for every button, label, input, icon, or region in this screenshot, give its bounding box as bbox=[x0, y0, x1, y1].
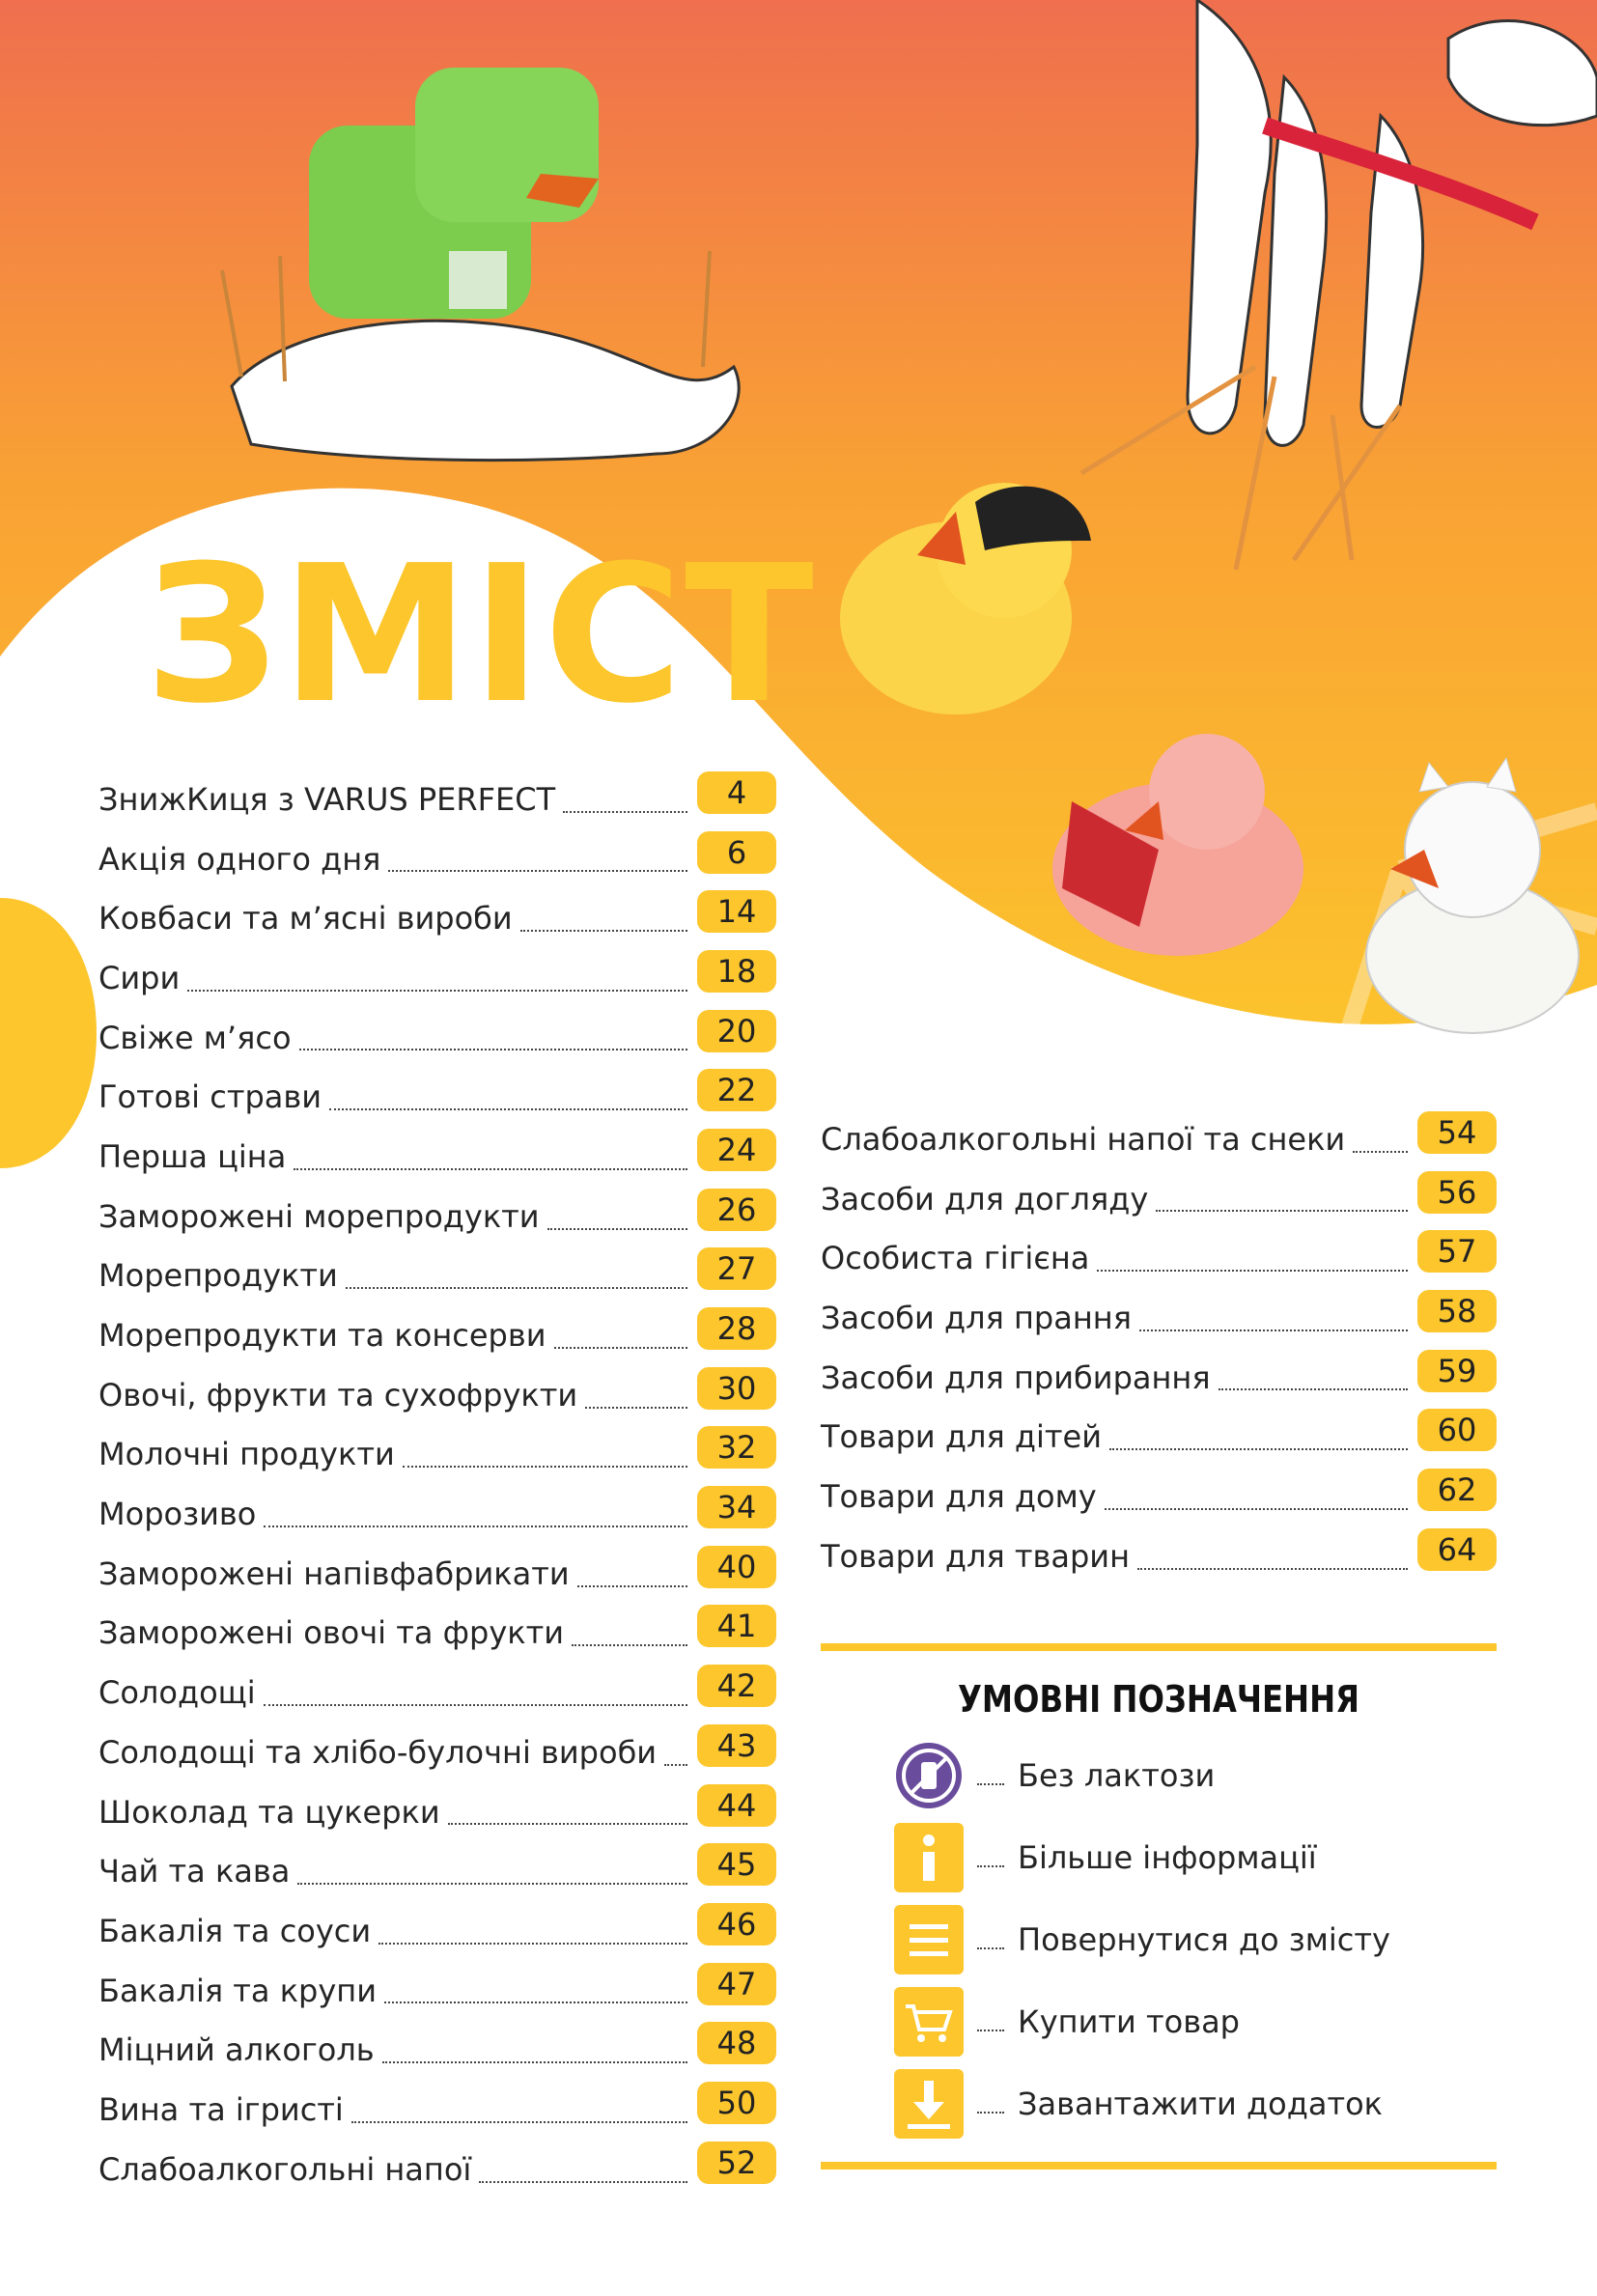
toc-item-label: Морозиво bbox=[98, 1496, 257, 1533]
toc-item-label: Бакалія та крупи bbox=[98, 1972, 377, 2009]
toc-page-number[interactable]: 32 bbox=[697, 1426, 776, 1469]
toc-leader-dots bbox=[448, 1823, 687, 1825]
toc-page-number[interactable]: 59 bbox=[1417, 1350, 1497, 1392]
toc-page-number[interactable]: 20 bbox=[697, 1010, 776, 1052]
toc-leader-dots bbox=[329, 1108, 687, 1110]
legend-dots bbox=[977, 1947, 1004, 1949]
toc-item[interactable] bbox=[98, 1180, 776, 1240]
toc-leader-dots bbox=[297, 1883, 687, 1885]
toc-item-label: Сири bbox=[98, 959, 181, 996]
toc-item[interactable] bbox=[98, 1597, 776, 1657]
toc-page-number[interactable]: 4 bbox=[697, 771, 776, 814]
toc-page-number[interactable]: 41 bbox=[697, 1605, 776, 1647]
toc-item[interactable] bbox=[821, 1460, 1497, 1520]
toc-leader-dots bbox=[378, 1943, 687, 1945]
toc-item[interactable] bbox=[98, 1954, 776, 2014]
toc-item[interactable] bbox=[98, 2133, 776, 2193]
toc-item-label: Солодощі bbox=[98, 1674, 256, 1712]
toc-item[interactable] bbox=[98, 2073, 776, 2133]
legend-label: Без лактози bbox=[1018, 1756, 1216, 1794]
legend-dots bbox=[977, 2030, 1004, 2031]
no-lactose-icon bbox=[894, 1741, 964, 1810]
toc-page-number[interactable]: 27 bbox=[697, 1247, 776, 1290]
toc-leader-dots bbox=[1105, 1508, 1408, 1510]
toc-leader-dots bbox=[577, 1585, 687, 1587]
toc-item-label: Овочі, фрукти та сухофрукти bbox=[98, 1376, 578, 1414]
toc-item-label: Перша ціна bbox=[98, 1137, 287, 1175]
legend-item-download bbox=[821, 2062, 1497, 2144]
toc-page-number[interactable]: 18 bbox=[697, 950, 776, 993]
toc-item[interactable] bbox=[98, 1656, 776, 1716]
toc-page-number[interactable]: 6 bbox=[697, 831, 776, 874]
legend-label: Більше інформації bbox=[1018, 1838, 1317, 1876]
toc-item[interactable] bbox=[98, 1834, 776, 1894]
toc-page-number[interactable]: 64 bbox=[1417, 1528, 1497, 1571]
toc-right-column bbox=[821, 1103, 1497, 1580]
toc-leader-dots bbox=[1139, 1330, 1408, 1331]
toc-leader-dots bbox=[1097, 1270, 1408, 1272]
toc-item[interactable] bbox=[98, 1001, 776, 1061]
toc-item[interactable] bbox=[821, 1520, 1497, 1580]
toc-leader-dots bbox=[388, 870, 687, 872]
toc-leader-dots bbox=[384, 2002, 687, 2003]
toc-left-column bbox=[98, 763, 776, 2193]
toc-leader-dots bbox=[1353, 1151, 1408, 1153]
toc-leader-dots bbox=[554, 1347, 688, 1349]
toc-item[interactable] bbox=[98, 941, 776, 1001]
toc-item[interactable] bbox=[98, 1120, 776, 1180]
toc-item-label: Засоби для прання bbox=[821, 1299, 1132, 1336]
toc-page-number[interactable]: 62 bbox=[1417, 1469, 1497, 1511]
toc-item[interactable] bbox=[98, 1716, 776, 1776]
toc-page-number[interactable]: 24 bbox=[697, 1129, 776, 1171]
toc-item-label: Шоколад та цукерки bbox=[98, 1793, 440, 1831]
toc-page-number[interactable]: 34 bbox=[697, 1486, 776, 1528]
toc-page-number[interactable]: 56 bbox=[1417, 1171, 1497, 1214]
page-title: ЗМІСТ bbox=[145, 525, 816, 745]
info-icon bbox=[894, 1823, 964, 1892]
toc-item-label: Засоби для догляду bbox=[821, 1180, 1149, 1218]
toc-item[interactable] bbox=[98, 1299, 776, 1358]
toc-leader-dots bbox=[1109, 1448, 1408, 1450]
toc-item-label: Товари для дітей bbox=[821, 1418, 1103, 1456]
toc-page-number[interactable]: 50 bbox=[697, 2082, 776, 2124]
toc-page-number[interactable]: 22 bbox=[697, 1069, 776, 1111]
toc-leader-dots bbox=[346, 1287, 687, 1289]
menu-icon bbox=[894, 1905, 964, 1974]
toc-item[interactable] bbox=[98, 823, 776, 882]
toc-item-label: Заморожені напівфабрикати bbox=[98, 1554, 570, 1592]
toc-page-number[interactable]: 52 bbox=[697, 2142, 776, 2184]
toc-item[interactable] bbox=[98, 1776, 776, 1835]
legend-dots bbox=[977, 2112, 1004, 2114]
toc-item-label: Товари для тварин bbox=[821, 1537, 1131, 1575]
toc-item-label: Міцний алкоголь bbox=[98, 2031, 375, 2069]
toc-page-number[interactable]: 14 bbox=[697, 890, 776, 933]
toc-item-label: ЗнижКиця з VARUS PERFECT bbox=[98, 780, 556, 818]
toc-page-number[interactable]: 47 bbox=[697, 1963, 776, 2005]
toc-item-label: Слабоалкогольні напої bbox=[98, 2150, 472, 2188]
toc-leader-dots bbox=[403, 1466, 687, 1468]
toc-item[interactable] bbox=[98, 1418, 776, 1478]
legend-label: Завантажити додаток bbox=[1018, 2085, 1383, 2122]
toc-page-number[interactable]: 26 bbox=[697, 1189, 776, 1231]
toc-page-number[interactable]: 44 bbox=[697, 1784, 776, 1827]
toc-leader-dots bbox=[187, 990, 687, 992]
toc-page-number[interactable]: 46 bbox=[697, 1903, 776, 1946]
toc-page-number[interactable]: 58 bbox=[1417, 1290, 1497, 1332]
toc-page-number[interactable]: 40 bbox=[697, 1546, 776, 1588]
toc-item-label: Заморожені овочі та фрукти bbox=[98, 1614, 565, 1652]
toc-page-number[interactable]: 45 bbox=[697, 1843, 776, 1886]
toc-item-label: Чай та кава bbox=[98, 1853, 291, 1890]
toc-item-label: Морепродукти та консерви bbox=[98, 1317, 546, 1355]
legend-dots bbox=[977, 1783, 1004, 1785]
toc-item[interactable] bbox=[98, 1060, 776, 1120]
toc-item-label: Молочні продукти bbox=[98, 1436, 395, 1473]
legend-item-cart bbox=[821, 1980, 1497, 2062]
toc-page-number[interactable]: 60 bbox=[1417, 1409, 1497, 1451]
toc-page-number[interactable]: 42 bbox=[697, 1665, 776, 1707]
legend-top-divider bbox=[821, 1643, 1497, 1651]
toc-page-number[interactable]: 43 bbox=[697, 1724, 776, 1767]
toc-leader-dots bbox=[299, 1049, 687, 1050]
toc-page-number[interactable]: 30 bbox=[697, 1367, 776, 1410]
toc-leader-dots bbox=[572, 1644, 687, 1646]
toc-leader-dots bbox=[585, 1407, 687, 1409]
toc-item[interactable] bbox=[98, 1537, 776, 1597]
cart-icon bbox=[894, 1987, 964, 2057]
legend-box bbox=[821, 1643, 1497, 2170]
toc-item-label: Слабоалкогольні напої та снеки bbox=[821, 1120, 1346, 1158]
legend-label: Повернутися до змісту bbox=[1018, 1920, 1390, 1958]
toc-item-label: Вина та ігристі bbox=[98, 2090, 344, 2128]
toc-item[interactable] bbox=[821, 1281, 1497, 1341]
toc-item-label: Заморожені морепродукти bbox=[98, 1197, 540, 1235]
toc-item[interactable] bbox=[821, 1162, 1497, 1222]
toc-leader-dots bbox=[382, 2061, 687, 2063]
toc-item-label: Морепродукти bbox=[98, 1257, 338, 1295]
legend-bottom-divider bbox=[821, 2162, 1497, 2170]
toc-leader-dots bbox=[520, 930, 687, 932]
toc-item-label: Солодощі та хлібо-булочні вироби bbox=[98, 1733, 658, 1771]
download-icon bbox=[894, 2069, 964, 2139]
toc-leader-dots bbox=[664, 1764, 687, 1766]
toc-item[interactable] bbox=[821, 1103, 1497, 1162]
toc-item-label: Свіже м’ясо bbox=[98, 1019, 292, 1056]
toc-leader-dots bbox=[1219, 1388, 1408, 1390]
toc-leader-dots bbox=[351, 2121, 687, 2123]
toc-leader-dots bbox=[563, 811, 687, 813]
toc-item[interactable] bbox=[98, 882, 776, 941]
toc-item[interactable] bbox=[98, 2013, 776, 2073]
toc-leader-dots bbox=[294, 1168, 687, 1170]
legend-dots bbox=[977, 1865, 1004, 1867]
toc-page-number[interactable]: 57 bbox=[1417, 1230, 1497, 1273]
toc-item[interactable] bbox=[98, 1358, 776, 1418]
toc-item[interactable] bbox=[821, 1341, 1497, 1401]
toc-item[interactable] bbox=[98, 763, 776, 823]
toc-item-label: Акція одного дня bbox=[98, 840, 381, 878]
toc-leader-dots bbox=[264, 1704, 687, 1706]
toc-item[interactable] bbox=[98, 1477, 776, 1537]
toc-leader-dots bbox=[1137, 1568, 1408, 1570]
toc-item[interactable] bbox=[98, 1240, 776, 1300]
toc-leader-dots bbox=[547, 1228, 687, 1230]
toc-item[interactable] bbox=[821, 1221, 1497, 1281]
toc-item-label: Готові страви bbox=[98, 1078, 322, 1116]
toc-item-label: Бакалія та соуси bbox=[98, 1912, 372, 1949]
toc-leader-dots bbox=[264, 1526, 687, 1527]
legend-title: УМОВНІ ПОЗНАЧЕННЯ bbox=[958, 1678, 1359, 1721]
toc-item-label: Товари для дому bbox=[821, 1477, 1097, 1515]
legend-item-menu bbox=[821, 1898, 1497, 1980]
legend-label: Купити товар bbox=[1018, 2002, 1240, 2040]
toc-item[interactable] bbox=[98, 1894, 776, 1954]
toc-page-number[interactable]: 48 bbox=[697, 2022, 776, 2064]
toc-item-label: Особиста гігієна bbox=[821, 1240, 1090, 1277]
toc-page-number[interactable]: 28 bbox=[697, 1307, 776, 1350]
toc-item-label: Засоби для прибирання bbox=[821, 1358, 1211, 1396]
toc-page-number[interactable]: 54 bbox=[1417, 1111, 1497, 1154]
toc-leader-dots bbox=[1156, 1210, 1408, 1212]
legend-item-no-lactose bbox=[821, 1734, 1497, 1816]
toc-leader-dots bbox=[479, 2181, 687, 2183]
toc-item-label: Ковбаси та м’ясні вироби bbox=[98, 900, 513, 938]
toc-item[interactable] bbox=[821, 1400, 1497, 1460]
legend-item-info bbox=[821, 1816, 1497, 1898]
